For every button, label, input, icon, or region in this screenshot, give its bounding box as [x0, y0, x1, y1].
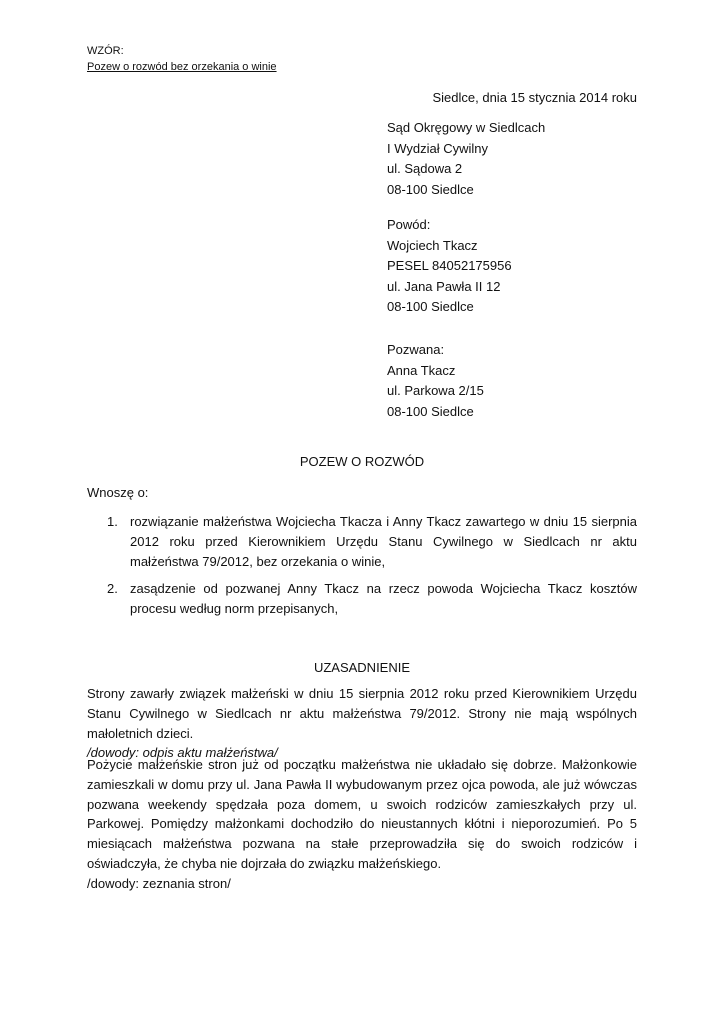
- court-street: ul. Sądowa 2: [387, 161, 463, 176]
- court-division: I Wydział Cywilny: [387, 140, 489, 156]
- paragraph-text: Pożycie małżeńskie stron już od początku małżeństwa nie układało się dobrze. Małżonkowie zamieszkali w domu przy ul. Jana Pawła II wybudowanym przez ojca powoda, ale już wówczas pozwana weekendy spędzała poza domem, u swoich rodziców zamieszkałych przy ul. Parkowej. Pomiędzy małżonkami dochodziło do nieustannych kłótni i nieporozumień. Po 5 miesiącach małżeństwa pozwana na stałe przeprowadziła się do swoich rodziców i oświadczyła, że chyba nie dojrzała do związku małżeńskiego.: [87, 757, 637, 871]
- plaintiff-block: [387, 215, 512, 318]
- evidence-note: /dowody: zeznania stron/: [87, 875, 231, 891]
- plaintiff-pesel: PESEL 84052175956: [387, 258, 512, 273]
- plaintiff-street: ul. Jana Pawła II 12: [387, 278, 501, 294]
- justification-paragraph: [87, 755, 637, 894]
- date-line: Siedlce, dnia 15 stycznia 2014 roku: [432, 90, 637, 105]
- defendant-name: Anna Tkacz: [387, 362, 456, 378]
- plaintiff-city: 08-100 Siedlce: [387, 299, 474, 314]
- template-label: WZÓR:: [87, 45, 124, 57]
- plaintiff-name: Wojciech Tkacz: [387, 237, 478, 253]
- request-number: 2.: [107, 581, 118, 596]
- justification-paragraph: [87, 684, 637, 763]
- defendant-label: Pozwana:: [387, 342, 445, 357]
- paragraph-text: Strony zawarły związek małżeński w dniu 15 sierpnia 2012 roku przed Kierownikiem Urzędu Stanu Cywilnego w Siedlcach nr aktu małżeństwa 79/2012. Strony nie mają wspólnych małoletnich dzieci.: [87, 686, 637, 741]
- defendant-block: [387, 340, 484, 422]
- evidence-note: /dowody: odpis aktu małżeństwa/: [87, 745, 278, 761]
- plaintiff-label: Powód:: [387, 217, 431, 232]
- court-city: 08-100 Siedlce: [387, 181, 474, 197]
- court-name: Sąd Okręgowy w Siedlcach: [387, 120, 546, 135]
- request-item: [87, 512, 637, 572]
- template-subtitle: Pozew o rozwód bez orzekania o winie: [87, 61, 277, 73]
- defendant-street: ul. Parkowa 2/15: [387, 383, 484, 398]
- request-intro: Wnoszę o:: [87, 485, 149, 500]
- request-item: [87, 579, 637, 619]
- request-text: rozwiązanie małżeństwa Wojciecha Tkacza i Anny Tkacz zawartego w dniu 15 sierpnia 2012 roku przed Kierownikiem Urzędu Stanu Cywilnego w Siedlcach nr aktu małżeństwa 79/2012, bez orzekania o winie,: [130, 514, 637, 569]
- request-text: zasądzenie od pozwanej Anny Tkacz na rzecz powoda Wojciecha Tkacz kosztów procesu według norm przepisanych,: [130, 581, 637, 616]
- court-address: [387, 118, 545, 200]
- document-title: POZEW O ROZWÓD: [299, 454, 425, 469]
- justification-title: UZASADNIENIE: [313, 660, 411, 675]
- request-number: 1.: [107, 514, 118, 529]
- defendant-city: 08-100 Siedlce: [387, 403, 474, 419]
